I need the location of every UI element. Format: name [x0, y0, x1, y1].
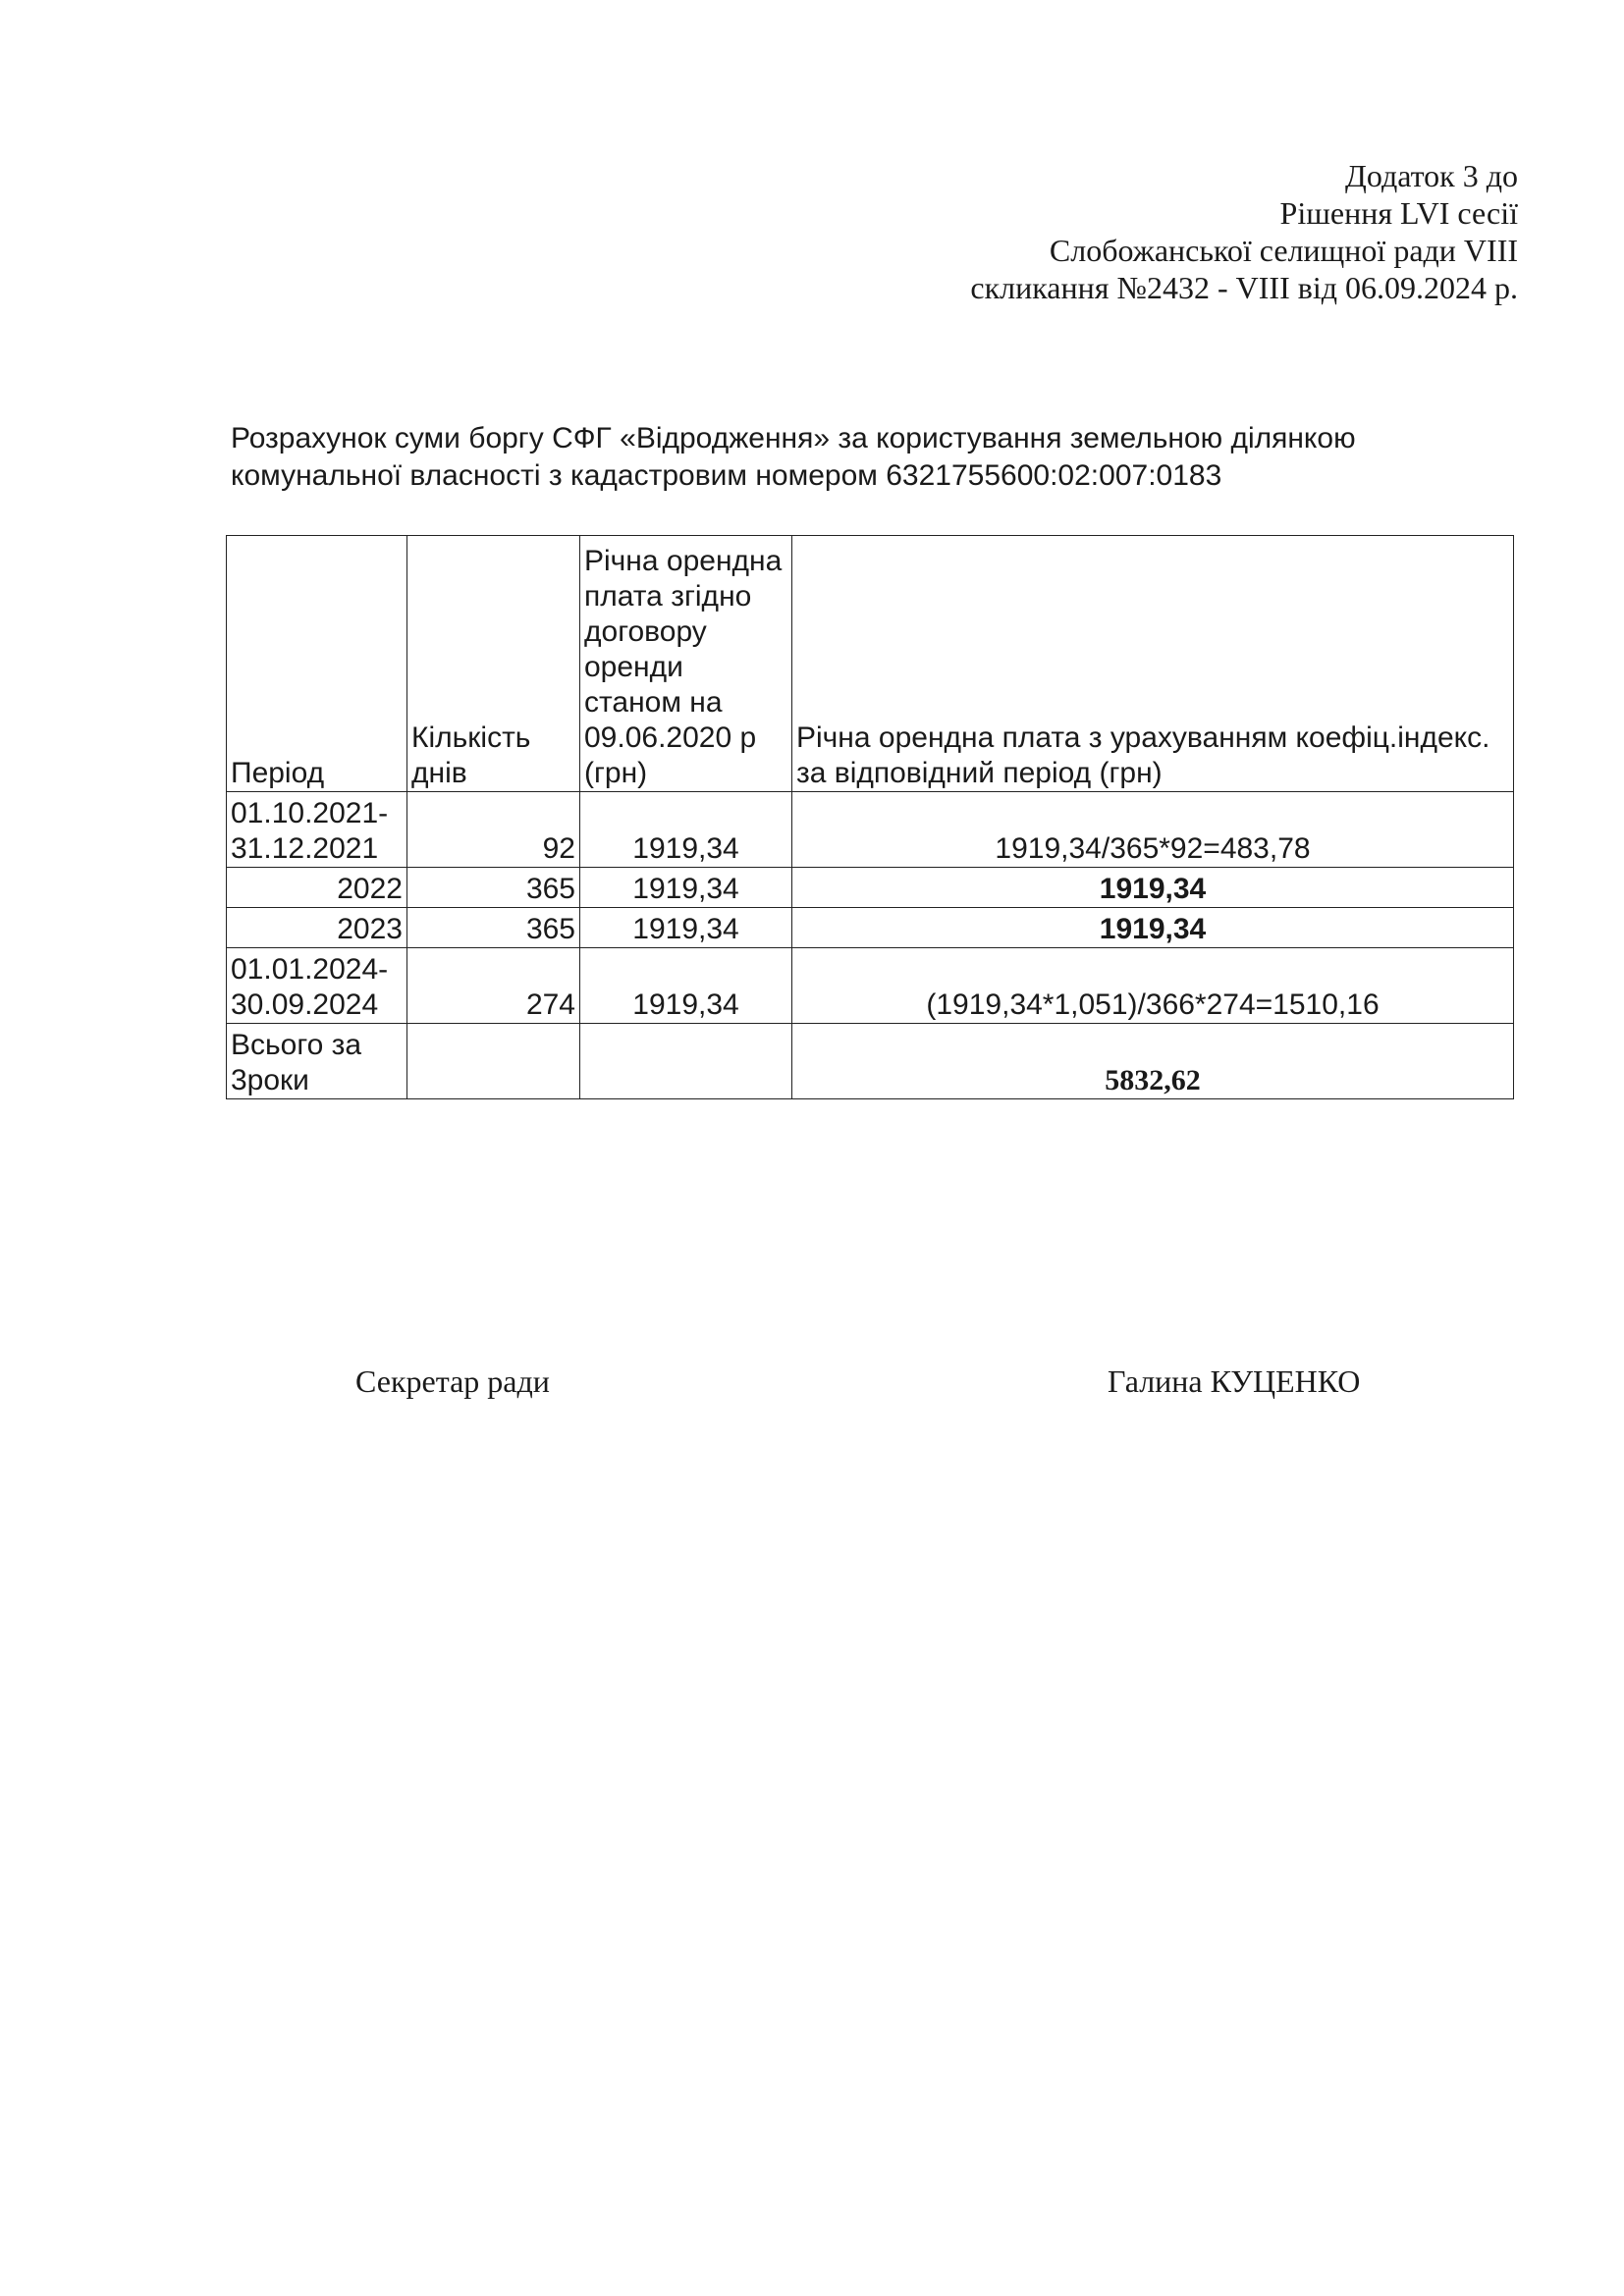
header-days: Кількість днів — [407, 536, 580, 792]
cell-period: 2023 — [227, 908, 407, 948]
cell-indexed: 1919,34 — [792, 908, 1514, 948]
title-line-1: Розрахунок суми боргу СФГ «Відродження» за користування земельною ділянкою — [231, 422, 1356, 454]
cell-days: 365 — [407, 908, 580, 948]
header-period: Період — [227, 536, 407, 792]
table-total-row — [227, 1024, 1514, 1099]
cell-indexed: (1919,34*1,051)/366*274=1510,16 — [792, 948, 1514, 1024]
cell-rent: 1919,34 — [580, 868, 792, 908]
cell-total-label: Всього за 3роки — [227, 1024, 407, 1099]
cell-period: 01.10.2021- 31.12.2021 — [227, 792, 407, 868]
cell-period: 2022 — [227, 868, 407, 908]
debt-calculation-table — [226, 535, 1514, 1099]
table-header-row — [227, 536, 1514, 792]
header-line-decision: Рішення LVI сесії — [1279, 195, 1518, 231]
table-row — [227, 868, 1514, 908]
table-row — [227, 792, 1514, 868]
table-row — [227, 948, 1514, 1024]
cell-rent: 1919,34 — [580, 908, 792, 948]
cell-days: 365 — [407, 868, 580, 908]
signature-name: Галина КУЦЕНКО — [1108, 1363, 1361, 1399]
header-line-convocation: скликання №2432 - VIII від 06.09.2024 р. — [970, 270, 1518, 305]
document-title — [231, 420, 1458, 495]
header-annual-rent: Річна орендна плата згідно договору оренди станом на 09.06.2020 р (грн) — [580, 536, 792, 792]
title-line-2: комунальної власності з кадастровим номером 6321755600:02:007:0183 — [231, 459, 1222, 492]
cell-days: 92 — [407, 792, 580, 868]
cell-rent: 1919,34 — [580, 792, 792, 868]
cell-period: 01.01.2024- 30.09.2024 — [227, 948, 407, 1024]
header-line-appendix: Додаток 3 до — [1345, 158, 1518, 193]
cell-indexed: 1919,34/365*92=483,78 — [792, 792, 1514, 868]
cell-total-value: 5832,62 — [792, 1024, 1514, 1099]
cell-empty — [407, 1024, 580, 1099]
cell-rent: 1919,34 — [580, 948, 792, 1024]
cell-days: 274 — [407, 948, 580, 1024]
document-header — [732, 157, 1518, 306]
signature-position: Секретар ради — [355, 1363, 550, 1399]
cell-indexed: 1919,34 — [792, 868, 1514, 908]
cell-empty — [580, 1024, 792, 1099]
header-indexed-rent: Річна орендна плата з урахуванням коефіц.індекс. за відповідний період (грн) — [792, 536, 1514, 792]
table-row — [227, 908, 1514, 948]
header-line-council: Слобожанської селищної ради VIII — [1049, 233, 1518, 268]
